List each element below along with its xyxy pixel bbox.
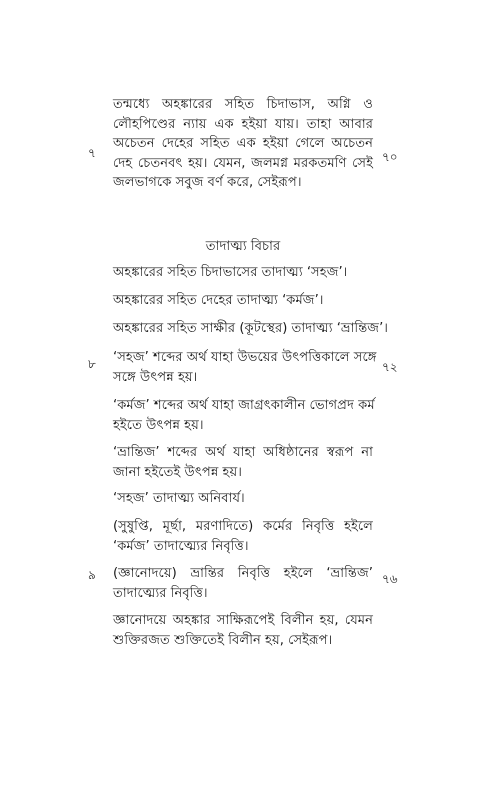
text-line: তন্মধ্যে অহঙ্কারের সহিত চিদাভাস, অগ্নি ও [113, 97, 373, 112]
margin-number-left: ৮ [88, 357, 96, 371]
paragraph-bhrantij-meaning [113, 443, 373, 482]
text-line: ‘কর্মজ’ শব্দের অর্থ যাহা জাগ্রৎকালীন ভোগপ্রদ কর্ম [113, 398, 375, 413]
paragraph-sahaj-def [113, 263, 373, 283]
text-line: শুক্তিরজত শুক্তিতেই বিলীন হয়, সেইরূপ। [113, 632, 333, 648]
text-line: ‘ভ্রান্তিজ’ শব্দের অর্থ যাহা অধিষ্ঠানের স্বরূপ না [113, 445, 373, 460]
text-line: অহঙ্কারের সহিত চিদাভাসের তাদাত্ম্য ‘সহজ’। [113, 265, 348, 280]
margin-number-left: ৯ [88, 568, 96, 582]
text-line: জলভাগকে সবুজ বর্ণ করে, সেইরূপ। [113, 175, 302, 190]
margin-number-left: ৭ [88, 146, 96, 160]
intro-paragraph [113, 95, 373, 193]
paragraph-bhrantij-def [113, 319, 389, 339]
text-line: ‘সহজ’ শব্দের অর্থ যাহা উভয়ের উৎপত্তিকালে সঙ্গে [113, 350, 377, 365]
text-line: তাদাত্ম্যের নিবৃত্তি। [113, 585, 208, 601]
text-line: (সুষুপ্তি, মূর্ছা, মরণাদিতে) কর্মের নিবৃত্তি হইলে [113, 519, 373, 534]
paragraph-bhrantij-cessation [113, 564, 373, 603]
margin-number-right: ৭৬ [382, 572, 398, 586]
paragraph-karmaj-cessation [113, 517, 373, 556]
text-line: অচেতন দেহের সহিত এক হইয়া গেলে অচেতন [113, 136, 373, 151]
paragraph-jnanodaya [113, 611, 373, 650]
text-line: ‘সহজ’ তাদাত্ম্য অনিবার্য। [113, 491, 245, 506]
margin-number-right: ৭০ [382, 150, 398, 164]
text-line: দেহ চেতনবৎ হয়। যেমন, জলমগ্ন মরকতমণি সেই [113, 155, 373, 171]
paragraph-sahaj-inevitable [113, 489, 373, 509]
paragraph-sahaj-meaning [113, 348, 377, 387]
text-line: (জ্ঞানোদয়ে) ভ্রান্তির নিবৃত্তি হইলে ‘ভ্রান্তিজ’ [113, 566, 373, 581]
paragraph-karmaj-meaning [113, 396, 373, 435]
margin-number-right: ৭২ [382, 360, 398, 374]
text-line: সঙ্গে উৎপন্ন হয়। [113, 369, 198, 385]
text-line: জ্ঞানোদয়ে অহঙ্কার সাক্ষিরূপেই বিলীন হয়, যেমন [113, 613, 373, 628]
text-line: অহঙ্কারের সহিত দেহের তাদাত্ম্য ‘কর্মজ’। [113, 293, 324, 308]
text-line: ‘কর্মজ’ তাদাত্ম্যের নিবৃত্তি। [113, 538, 249, 554]
text-line: হইতে উৎপন্ন হয়। [113, 417, 204, 433]
paragraph-karmaj-def [113, 291, 373, 311]
text-line: জানা হইতেই উৎপন্ন হয়। [113, 464, 242, 480]
section-heading: তাদাত্ম্য বিচার [205, 239, 281, 254]
text-line: লৌহপিণ্ডের ন্যায় এক হইয়া যায়। তাহা আবার [113, 116, 373, 132]
text-line: অহঙ্কারের সহিত সাক্ষীর (কূটস্থের) তাদাত্ম্য ‘ভ্রান্তিজ’। [113, 321, 389, 336]
